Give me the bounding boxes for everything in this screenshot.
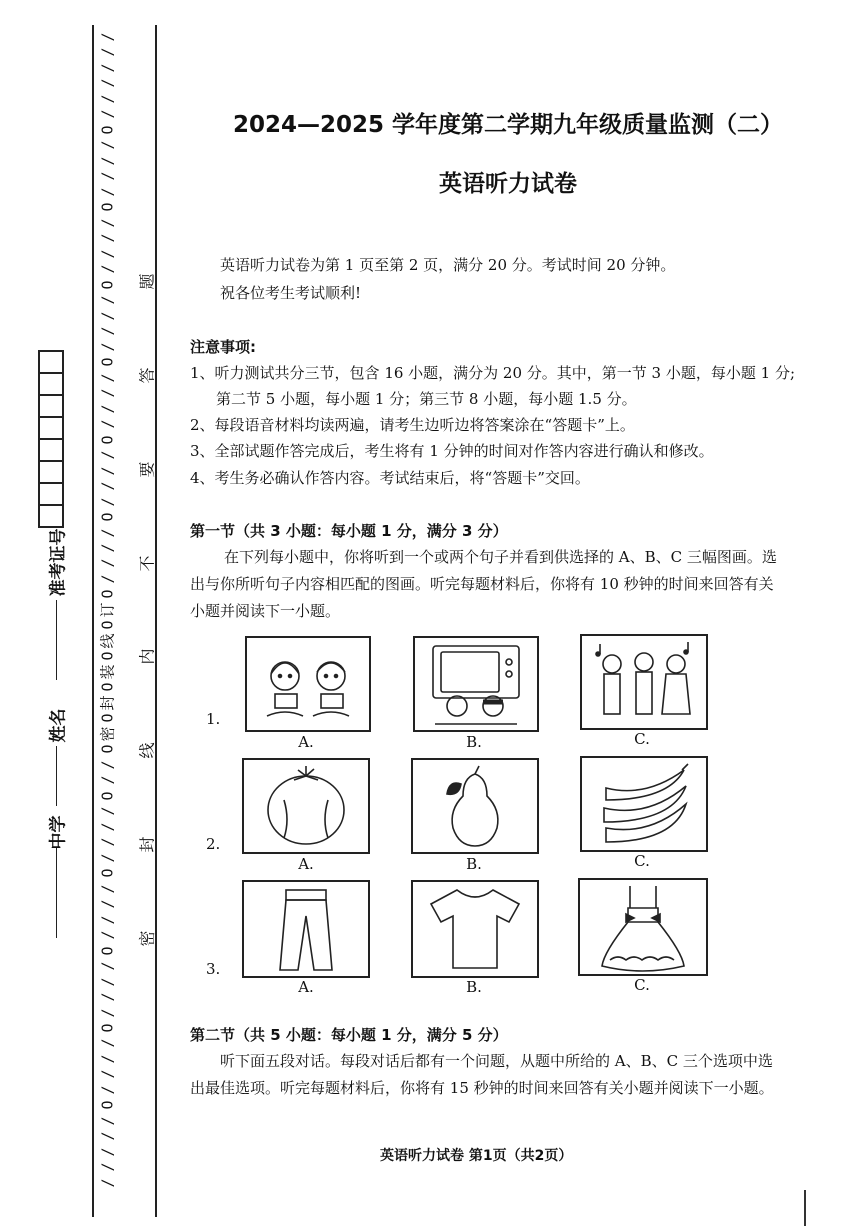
cut-mark: O — [99, 868, 117, 878]
binding-warning-text — [134, 270, 158, 950]
cut-mark: / — [99, 853, 117, 863]
page-footer: 英语听力试卷 第1页（共2页） — [380, 1148, 573, 1164]
cut-mark: 订 — [98, 602, 117, 618]
cut-mark: / — [99, 1054, 117, 1064]
warning-char: 答 — [137, 367, 157, 384]
cut-mark: / — [99, 915, 117, 925]
cut-mark: / — [99, 574, 117, 584]
cut-mark: / — [99, 822, 117, 832]
exam-id-underline — [56, 600, 57, 680]
cut-mark: / — [99, 450, 117, 460]
kids-singing-picture[interactable] — [580, 634, 708, 730]
cut-mark: / — [99, 1085, 117, 1095]
cut-mark: / — [99, 264, 117, 274]
cut-mark: / — [99, 497, 117, 507]
cut-mark: / — [99, 94, 117, 104]
notes-item-2: 2、每段语音材料均读两遍，请考生边听边将答案涂在“答题卡”上。 — [190, 416, 635, 434]
section1-desc-3: 小题并阅读下一小题。 — [190, 602, 341, 620]
option-b-label: B. — [466, 733, 482, 751]
cut-mark: / — [99, 543, 117, 553]
section2-heading: 第二节（共 5 小题：每小题 1 分，满分 5 分） — [190, 1026, 508, 1044]
cut-mark: / — [99, 1147, 117, 1157]
cut-mark: / — [99, 419, 117, 429]
option-c-label: C. — [634, 976, 650, 994]
cut-mark: / — [99, 837, 117, 847]
exam-id-boxes[interactable] — [38, 350, 64, 526]
tomato-picture[interactable] — [242, 758, 370, 854]
notes-heading: 注意事项: — [190, 338, 256, 356]
cut-mark: / — [99, 1116, 117, 1126]
cut-mark: O — [99, 620, 117, 630]
cut-mark: / — [99, 961, 117, 971]
warning-char: 要 — [137, 461, 157, 478]
cut-mark: O — [99, 435, 117, 445]
cut-mark: 封 — [98, 695, 117, 711]
intro-line-1: 英语听力试卷为第 1 页至第 2 页，满分 20 分。考试时间 20 分钟。 — [220, 256, 676, 274]
cut-mark: / — [99, 311, 117, 321]
cut-mark: / — [99, 388, 117, 398]
cut-mark: / — [99, 775, 117, 785]
cut-mark: O — [99, 1023, 117, 1033]
cut-mark: O — [99, 202, 117, 212]
cut-mark: / — [99, 977, 117, 987]
binding-margin — [0, 0, 170, 1227]
cut-mark: O — [99, 713, 117, 723]
name-label: 姓名 — [48, 708, 69, 743]
bananas-picture[interactable] — [580, 756, 708, 852]
warning-char: 不 — [137, 555, 157, 572]
cut-mark: O — [99, 651, 117, 661]
cut-mark: / — [99, 1131, 117, 1141]
option-b-label: B. — [466, 978, 482, 996]
section1-desc-2: 出与你所听句子内容相匹配的图画。听完每题材料后，你将有 10 秒钟的时间来回答有关 — [190, 575, 774, 593]
cut-mark: / — [99, 156, 117, 166]
cut-mark: O — [99, 682, 117, 692]
cut-mark: / — [99, 63, 117, 73]
school-label: 中学 — [48, 815, 69, 850]
binding-cut-marks — [96, 30, 120, 1190]
name-underline — [56, 746, 57, 806]
cut-mark: / — [99, 373, 117, 383]
cut-mark: O — [99, 125, 117, 135]
cut-mark: / — [99, 527, 117, 538]
pear-picture[interactable] — [411, 758, 539, 854]
warning-char: 内 — [137, 648, 157, 665]
cut-mark: / — [99, 1038, 117, 1048]
cut-mark: / — [99, 760, 117, 770]
notes-item-3: 3、全部试题作答完成后，考生将有 1 分钟的时间对作答内容进行确认和修改。 — [190, 442, 714, 460]
warning-char: 线 — [137, 742, 157, 759]
cut-mark: / — [99, 249, 117, 259]
cut-mark: / — [99, 218, 117, 228]
cut-mark: / — [99, 187, 117, 197]
option-a-label: A. — [298, 855, 314, 873]
question-number: 3. — [206, 960, 221, 978]
cut-mark: / — [99, 326, 117, 336]
cut-mark: / — [99, 1069, 117, 1079]
cut-mark: / — [99, 342, 117, 352]
section1-desc-1: 在下列每小题中，你将听到一个或两个句子并看到供选择的 A、B、C 三幅图画。选 — [224, 548, 777, 566]
option-a-label: A. — [298, 978, 314, 996]
cut-mark: / — [99, 481, 117, 491]
intro-line-2: 祝各位考生考试顺利! — [220, 284, 362, 302]
option-c-label: C. — [634, 852, 650, 870]
kids-reading-picture[interactable] — [245, 636, 371, 732]
exam-subtitle: 英语听力试卷 — [439, 171, 577, 197]
watching-tv-picture[interactable] — [413, 636, 539, 732]
cut-mark: / — [99, 558, 117, 568]
binding-line-left — [92, 25, 94, 1217]
cut-mark: O — [99, 589, 117, 599]
cut-mark: 线 — [98, 633, 117, 649]
cut-mark: / — [99, 1162, 117, 1172]
cut-mark: / — [99, 295, 117, 305]
option-b-label: B. — [466, 855, 482, 873]
exam-title: 2024—2025 学年度第二学期九年级质量监测（二） — [232, 112, 784, 138]
warning-char: 题 — [137, 273, 157, 290]
section1-heading: 第一节（共 3 小题：每小题 1 分，满分 3 分） — [190, 522, 508, 540]
cut-mark: / — [99, 109, 117, 119]
cut-mark: / — [99, 992, 117, 1002]
option-a-label: A. — [298, 733, 314, 751]
cut-mark: / — [99, 930, 117, 940]
notes-item-4: 4、考生务必确认作答内容。考试结束后，将“答题卡”交回。 — [190, 469, 590, 487]
option-c-label: C. — [634, 730, 650, 748]
cut-mark: / — [99, 1008, 117, 1018]
tshirt-picture[interactable] — [411, 880, 539, 978]
cut-mark: / — [99, 466, 117, 476]
section2-desc-1: 听下面五段对话。每段对话后都有一个问题，从题中所给的 A、B、C 三个选项中选 — [220, 1052, 773, 1070]
page-edge-mark — [804, 1190, 806, 1226]
cut-mark: / — [99, 404, 117, 414]
cut-mark: O — [99, 744, 117, 754]
section2-desc-2: 出最佳选项。听完每题材料后，你将有 15 秒钟的时间来回答有关小题并阅读下一小题。 — [190, 1079, 774, 1097]
cut-mark: O — [99, 280, 117, 290]
warning-char: 密 — [137, 930, 157, 947]
cut-mark: / — [99, 899, 117, 909]
dress-picture[interactable] — [578, 878, 708, 976]
cut-mark: / — [99, 1178, 117, 1188]
cut-mark: 密 — [98, 726, 117, 742]
trousers-picture[interactable] — [242, 880, 370, 978]
cut-mark: O — [99, 791, 117, 801]
cut-mark: / — [99, 171, 117, 181]
notes-item-1: 1、听力测试共分三节，包含 16 小题，满分为 20 分。其中，第一节 3 小题，每小题 1 分; — [190, 364, 796, 382]
exam-id-label: 准考证号 — [48, 528, 69, 597]
school-underline — [56, 848, 57, 938]
notes-item-1-cont: 第二节 5 小题，每小题 1 分；第三节 8 小题，每小题 1.5 分。 — [216, 390, 637, 408]
warning-char: 封 — [137, 836, 157, 853]
cut-mark: / — [99, 806, 117, 816]
cut-mark: O — [99, 357, 117, 367]
cut-mark: / — [99, 884, 117, 894]
cut-mark: / — [99, 32, 117, 42]
cut-mark: / — [99, 78, 117, 88]
cut-mark: 装 — [98, 664, 117, 680]
question-number: 2. — [206, 835, 221, 853]
cut-mark: / — [99, 47, 117, 57]
cut-mark: O — [99, 512, 117, 522]
question-number: 1. — [206, 710, 221, 728]
cut-mark: O — [99, 946, 117, 956]
cut-mark: O — [99, 1100, 117, 1110]
cut-mark: / — [99, 140, 117, 150]
cut-mark: / — [99, 233, 117, 243]
